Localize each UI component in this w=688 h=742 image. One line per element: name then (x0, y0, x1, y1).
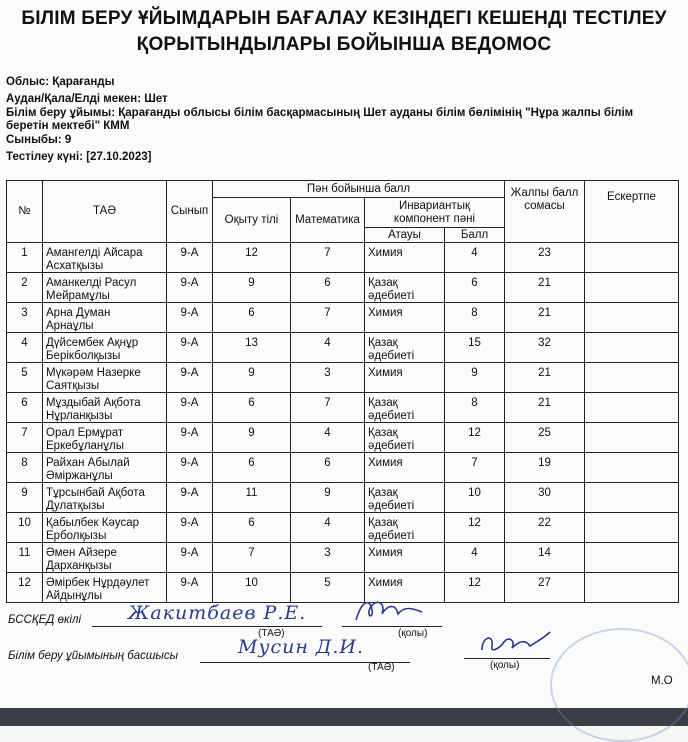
row-name (43, 273, 167, 303)
row-ball-ball: 9 (471, 367, 478, 379)
row-total (505, 273, 585, 303)
row-subject-subj2: әдебиеті (368, 499, 415, 512)
row-name (43, 303, 167, 333)
row-num-n: 4 (21, 337, 28, 349)
row-matem (291, 453, 365, 483)
row-name (43, 393, 167, 423)
row-name-name1: Дүйсембек Ақнұр (46, 337, 139, 349)
row-subject (365, 393, 445, 423)
row-oqytu-oqytu: 7 (248, 547, 255, 559)
row-ball (445, 543, 505, 573)
row-ball (445, 303, 505, 333)
header-matem: Математика (291, 198, 365, 243)
row-subject (365, 273, 445, 303)
row-name (43, 483, 167, 513)
row-subject (365, 423, 445, 453)
row-note (585, 363, 679, 393)
row-num-n: 2 (21, 277, 28, 289)
row-total-total: 22 (538, 517, 551, 529)
row-note (585, 483, 679, 513)
row-name-name1: Тұрсынбай Ақбота (46, 487, 145, 499)
row-subject-subj2: әдебиеті (368, 289, 415, 302)
row-note (585, 273, 679, 303)
row-ball-ball: 8 (471, 307, 478, 319)
row-subject (365, 513, 445, 543)
row-note (585, 453, 679, 483)
row-name (43, 513, 167, 543)
row-name-name1: Әмірбек Нұрдәулет (46, 577, 150, 589)
row-oqytu-oqytu: 10 (245, 577, 258, 589)
row-ball-ball: 10 (468, 487, 481, 499)
row-oqytu (213, 243, 291, 273)
meta-synyp: Сыныбы: 9 (6, 134, 72, 146)
row-num (7, 333, 43, 363)
row-subject-subj2: әдебиеті (368, 439, 415, 452)
row-num (7, 303, 43, 333)
row-name-name1: Райхан Абылай (46, 457, 130, 469)
row-ball-ball: 7 (471, 457, 478, 469)
row-subject-subj1: Химия (368, 307, 403, 319)
row-matem (291, 423, 365, 453)
meta-block (6, 74, 676, 165)
row-name-name2: Айдынұлы (46, 589, 103, 602)
meta-oblys: Облыс: Қарағанды (6, 76, 115, 88)
row-class (167, 543, 213, 573)
row-class-cls: 9-А (180, 427, 199, 439)
bssked-label: БССҚЕД өкілі (8, 614, 82, 626)
row-name-name2: Мейрамұлы (46, 289, 110, 302)
row-num-n: 12 (18, 577, 31, 589)
basshy-handwritten-name: Мусин Д.И. (238, 636, 365, 658)
row-total-total: 25 (538, 427, 551, 439)
row-oqytu (213, 303, 291, 333)
row-matem-matem: 7 (324, 397, 331, 409)
row-matem-matem: 7 (324, 247, 331, 259)
row-ball-ball: 4 (471, 547, 478, 559)
row-name (43, 363, 167, 393)
row-class-cls: 9-А (180, 307, 199, 319)
row-name-name2: Арнаұлы (46, 319, 94, 332)
row-ball (445, 423, 505, 453)
row-oqytu-oqytu: 9 (248, 367, 255, 379)
meta-uiym-line-1: Білім беру ұйымы: Қарағанды облысы білім басқармасының Шет ауданы білім бөлімінің "Нұра жалпы білім (6, 107, 634, 119)
row-oqytu (213, 423, 291, 453)
row-total-total: 21 (538, 367, 551, 379)
row-class (167, 513, 213, 543)
row-num-n: 9 (21, 487, 28, 499)
row-class (167, 243, 213, 273)
row-note (585, 243, 679, 273)
basshy-label: Білім беру ұйымының басшысы (8, 650, 179, 662)
row-name-name2: Берікболқызы (46, 349, 121, 362)
table-row (7, 543, 679, 573)
row-name-name2: Әміржанұлы (46, 469, 113, 482)
title-line-2: ҚОРЫТЫНДЫЛАРЫ БОЙЫНША ВЕДОМОС (136, 34, 552, 55)
row-total-total: 23 (538, 247, 551, 259)
table-row (7, 483, 679, 513)
row-name-name1: Қабылбек Кәусар (46, 517, 139, 529)
row-name-name1: Әмен Айзере (46, 547, 117, 559)
row-total-total: 21 (538, 397, 551, 409)
row-class-cls: 9-А (180, 547, 199, 559)
row-total-total: 19 (538, 457, 551, 469)
row-oqytu (213, 363, 291, 393)
row-ball (445, 453, 505, 483)
header-eskertpe: Ескертпе (585, 181, 679, 243)
row-class-cls: 9-А (180, 457, 199, 469)
row-subject-subj1: Химия (368, 547, 403, 559)
row-oqytu-oqytu: 9 (248, 277, 255, 289)
row-matem (291, 513, 365, 543)
row-oqytu (213, 273, 291, 303)
row-matem (291, 393, 365, 423)
row-subject-subj1: Химия (368, 577, 403, 589)
row-ball-ball: 15 (468, 337, 481, 349)
basshy-koly-hint: (қолы) (490, 660, 520, 671)
mo-mark: М.О (651, 675, 673, 687)
row-total-total: 21 (538, 307, 551, 319)
row-subject-subj1: Қазақ (368, 517, 398, 529)
row-name (43, 243, 167, 273)
header-ball: Балл (445, 228, 505, 243)
row-name (43, 333, 167, 363)
row-matem-matem: 7 (324, 307, 331, 319)
row-ball (445, 393, 505, 423)
row-class (167, 453, 213, 483)
row-subject-subj1: Химия (368, 457, 403, 469)
row-subject-subj1: Қазақ (368, 397, 398, 409)
row-matem (291, 303, 365, 333)
row-name-name1: Орал Ермұрат (46, 427, 124, 439)
header-atauy: Атауы (365, 228, 445, 243)
row-total (505, 513, 585, 543)
row-matem-matem: 4 (324, 337, 331, 349)
row-name-name2: Саятқызы (46, 379, 100, 392)
row-subject (365, 453, 445, 483)
table-row (7, 243, 679, 273)
row-num-n: 7 (21, 427, 28, 439)
meta-audan: Аудан/Қала/Елді мекен: Шет (6, 92, 168, 105)
table-row (7, 393, 679, 423)
basshy-tae-hint: (ТАӘ) (368, 662, 395, 673)
row-matem-matem: 6 (324, 277, 331, 289)
row-matem-matem: 4 (324, 427, 331, 439)
row-matem (291, 243, 365, 273)
row-subject (365, 363, 445, 393)
row-note (585, 303, 679, 333)
row-ball (445, 513, 505, 543)
row-note (585, 393, 679, 423)
row-ball (445, 363, 505, 393)
row-matem-matem: 6 (324, 457, 331, 469)
title-line-1: БІЛІМ БЕРУ ҰЙЫМДАРЫН БАҒАЛАУ КЕЗІНДЕГІ КЕШЕНДІ ТЕСТІЛЕУ (21, 8, 667, 29)
row-num (7, 393, 43, 423)
bssked-name-line (92, 626, 322, 627)
row-class-cls: 9-А (180, 337, 199, 349)
row-num-n: 5 (21, 367, 28, 379)
row-name-name2: Дулатқызы (46, 499, 105, 512)
row-num-n: 11 (18, 547, 31, 559)
row-note (585, 543, 679, 573)
row-subject-subj1: Қазақ (368, 337, 398, 349)
row-oqytu-oqytu: 12 (245, 247, 258, 259)
bssked-koly-hint: (қолы) (398, 628, 428, 639)
results-table-body (7, 243, 679, 603)
row-class (167, 333, 213, 363)
bssked-tae-hint: (ТАӘ) (258, 628, 285, 639)
row-matem-matem: 3 (324, 547, 331, 559)
table-row (7, 423, 679, 453)
row-name-name1: Арна Думан (46, 307, 111, 319)
row-matem (291, 363, 365, 393)
row-class (167, 303, 213, 333)
row-subject (365, 543, 445, 573)
document-title (0, 6, 688, 58)
row-oqytu-oqytu: 6 (248, 457, 255, 469)
header-invar-line-1: Инвариантық (398, 200, 471, 212)
row-total (505, 423, 585, 453)
row-oqytu-oqytu: 6 (248, 517, 255, 529)
row-num (7, 453, 43, 483)
row-num (7, 543, 43, 573)
row-class (167, 363, 213, 393)
table-row (7, 303, 679, 333)
row-ball-ball: 12 (468, 577, 481, 589)
table-row (7, 363, 679, 393)
header-synyp: Сынып (167, 181, 213, 243)
row-class (167, 393, 213, 423)
meta-uiym-line-2: беретін мектебі" КММ (6, 119, 130, 132)
row-num-n: 1 (21, 247, 28, 259)
row-ball-ball: 4 (471, 247, 478, 259)
row-subject-subj2: әдебиеті (368, 349, 415, 362)
row-name-name1: Амангелді Айсара (46, 247, 143, 259)
row-name (43, 543, 167, 573)
row-class-cls: 9-А (180, 517, 199, 529)
row-class (167, 423, 213, 453)
row-num-n: 6 (21, 397, 28, 409)
row-class-cls: 9-А (180, 397, 199, 409)
header-tae: ТАӘ (43, 181, 167, 243)
row-matem (291, 273, 365, 303)
row-note (585, 423, 679, 453)
row-total-total: 30 (538, 487, 551, 499)
row-class (167, 483, 213, 513)
header-jalpy (505, 181, 585, 243)
row-class-cls: 9-А (180, 487, 199, 499)
row-total (505, 483, 585, 513)
row-ball-ball: 12 (468, 427, 481, 439)
row-subject (365, 243, 445, 273)
row-subject-subj1: Қазақ (368, 277, 398, 289)
row-name-name1: Мүкәрәм Назерке (46, 367, 141, 379)
row-num (7, 273, 43, 303)
row-num-n: 8 (21, 457, 28, 469)
row-name-name1: Аманкелді Расул (46, 277, 137, 289)
row-class-cls: 9-А (180, 367, 199, 379)
row-ball (445, 333, 505, 363)
row-subject-subj1: Қазақ (368, 427, 398, 439)
row-matem-matem: 4 (324, 517, 331, 529)
row-num (7, 483, 43, 513)
row-name-name2: Дарханқызы (46, 559, 112, 572)
row-ball-ball: 6 (471, 277, 478, 289)
row-name-name1: Мұздыбай Ақбота (46, 397, 141, 409)
bssked-signature (352, 596, 432, 631)
row-oqytu (213, 513, 291, 543)
row-subject-subj1: Қазақ (368, 487, 398, 499)
row-subject-subj2: әдебиеті (368, 409, 415, 422)
row-matem (291, 543, 365, 573)
header-invar (365, 198, 505, 228)
row-oqytu (213, 393, 291, 423)
row-matem (291, 333, 365, 363)
header-jalpy-line-2: сомасы (524, 199, 565, 212)
row-num (7, 423, 43, 453)
row-name (43, 423, 167, 453)
row-oqytu (213, 543, 291, 573)
row-total (505, 333, 585, 363)
row-total (505, 543, 585, 573)
row-matem-matem: 5 (324, 577, 331, 589)
row-oqytu-oqytu: 9 (248, 427, 255, 439)
row-total (505, 453, 585, 483)
row-matem-matem: 9 (324, 487, 331, 499)
row-num (7, 513, 43, 543)
row-name-name2: Нұрланқызы (46, 409, 113, 422)
row-note (585, 333, 679, 363)
row-num (7, 243, 43, 273)
row-ball (445, 243, 505, 273)
row-name-name2: Ерболқызы (46, 529, 107, 542)
row-subject-subj1: Химия (368, 247, 403, 259)
row-num-n: 10 (18, 517, 31, 529)
header-oqytu: Оқыту тілі (213, 198, 291, 243)
bssked-handwritten-name: Жакитбаев Р.Е. (128, 602, 307, 624)
row-total (505, 363, 585, 393)
results-table (6, 180, 679, 603)
row-total (505, 303, 585, 333)
row-subject-subj2: әдебиеті (368, 529, 415, 542)
row-ball (445, 483, 505, 513)
row-oqytu (213, 453, 291, 483)
row-matem-matem: 3 (324, 367, 331, 379)
row-ball-ball: 8 (471, 397, 478, 409)
row-name-name2: Асхатқызы (46, 259, 104, 272)
row-subject-subj1: Химия (368, 367, 403, 379)
row-total-total: 21 (538, 277, 551, 289)
row-class-cls: 9-А (180, 247, 199, 259)
row-name-name2: Еркебұланұлы (46, 439, 125, 452)
row-oqytu-oqytu: 13 (245, 337, 258, 349)
row-total (505, 243, 585, 273)
header-num: № (7, 181, 43, 243)
table-row (7, 333, 679, 363)
row-total-total: 32 (538, 337, 551, 349)
row-total (505, 393, 585, 423)
row-note (585, 513, 679, 543)
row-subject (365, 303, 445, 333)
header-pan-group: Пән бойынша балл (213, 181, 505, 198)
row-class-cls: 9-А (180, 277, 199, 289)
table-row (7, 453, 679, 483)
row-oqytu-oqytu: 6 (248, 397, 255, 409)
row-ball-ball: 12 (468, 517, 481, 529)
row-oqytu-oqytu: 6 (248, 307, 255, 319)
row-name (43, 453, 167, 483)
row-oqytu-oqytu: 11 (245, 487, 258, 499)
row-class (167, 273, 213, 303)
table-row (7, 273, 679, 303)
row-subject (365, 483, 445, 513)
row-num (7, 363, 43, 393)
row-num-n: 3 (21, 307, 28, 319)
row-ball (445, 273, 505, 303)
row-oqytu (213, 333, 291, 363)
row-total-total: 14 (538, 547, 551, 559)
row-class-cls: 9-А (180, 577, 199, 589)
header-invar-line-2: компонент пәні (393, 212, 476, 225)
row-matem (291, 483, 365, 513)
table-row (7, 513, 679, 543)
row-oqytu (213, 483, 291, 513)
row-total-total: 27 (538, 577, 551, 589)
meta-kuni: Тестілеу күні: [27.10.2023] (6, 150, 152, 163)
header-jalpy-line-1: Жалпы балл (510, 187, 579, 199)
row-subject (365, 333, 445, 363)
